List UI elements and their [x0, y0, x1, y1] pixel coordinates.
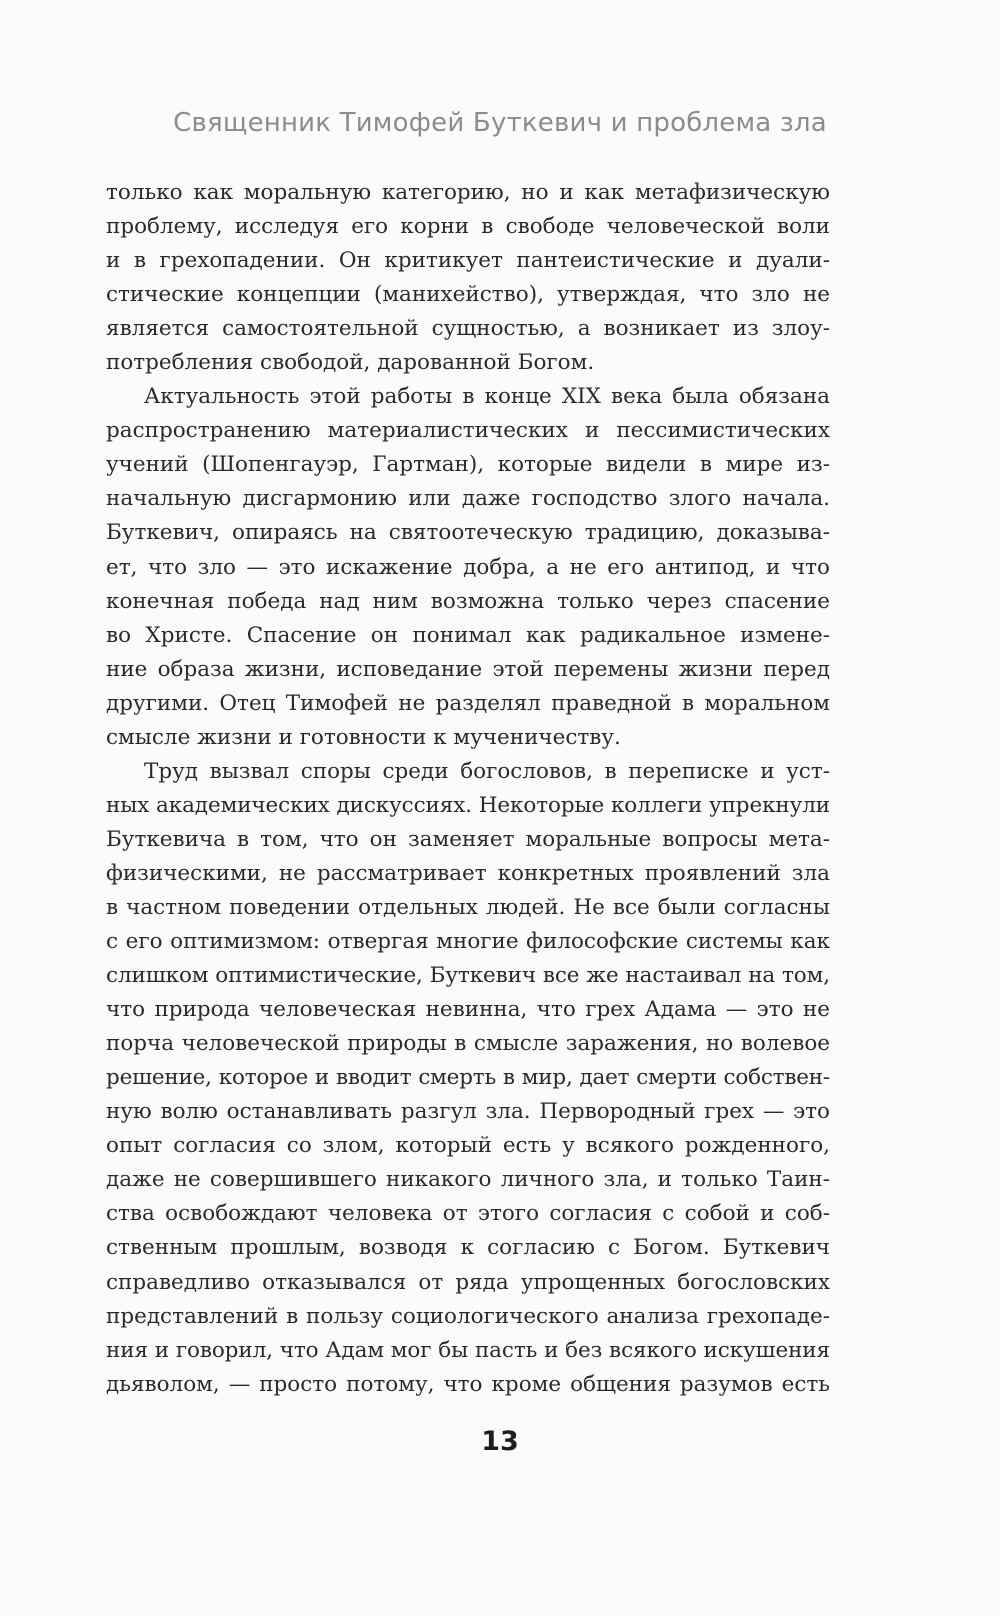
text-line: ную волю останавливать разгул зла. Первородный грех — это [106, 1099, 830, 1125]
body-text [106, 176, 830, 1402]
text-line: в частном поведении отдельных людей. Не все были согласны [106, 894, 830, 920]
text-line: во Христе. Спасение он понимал как радикальное измене- [106, 622, 830, 648]
text-line: Буткевича в том, что он заменяет моральные вопросы мета- [106, 826, 830, 852]
text-line: Актуальность этой работы в конце XIX века была обязана [144, 384, 830, 410]
text-line: ет, что зло — это искажение добра, а не его антипод, и что [106, 554, 830, 580]
text-line: физическими, не рассматривает конкретных проявлений зла [106, 860, 830, 886]
text-line: ние образа жизни, исповедание этой перемены жизни перед [106, 656, 830, 682]
page-number: 13 [481, 1426, 519, 1457]
text-line: с его оптимизмом: отвергая многие философские системы как [106, 929, 830, 955]
text-line: что природа человеческая невинна, что грех Адама — это не [106, 997, 830, 1023]
text-line: дьяволом, — просто потому, что кроме общения разумов есть [106, 1371, 830, 1397]
text-line: слишком оптимистические, Буткевич все же настаивал на том, [106, 963, 830, 989]
text-line: даже не совершившего никакого личного зла, и только Таин- [106, 1167, 830, 1193]
text-line: является самостоятельной сущностью, а возникает из злоу- [106, 316, 830, 342]
text-line: ственным прошлым, возводя к согласию с Богом. Буткевич [106, 1235, 830, 1261]
text-line: распространению материалистических и пессимистических [106, 418, 830, 444]
text-line: другими. Отец Тимофей не разделял праведной в моральном [106, 690, 830, 716]
text-line: опыт согласия со злом, который есть у всякого рожденного, [106, 1133, 830, 1159]
text-line: только как моральную категорию, но и как метафизическую [106, 180, 830, 205]
text-line: ных академических дискуссиях. Некоторые коллеги упрекнули [106, 792, 830, 818]
text-line: учений (Шопенгауэр, Гартман), которые видели в мире из- [106, 452, 830, 478]
text-line: потребления свободой, дарованной Богом. [106, 350, 595, 376]
text-line: справедливо отказывался от ряда упрощенных богословских [106, 1269, 830, 1295]
text-line: смысле жизни и готовности к мученичеству. [106, 724, 621, 750]
text-line: Буткевич, опираясь на святоотеческую традицию, доказыва- [106, 520, 830, 546]
text-line: представлений в пользу социологического анализа грехопаде- [106, 1303, 830, 1329]
text-line: стические концепции (манихейство), утверждая, что зло не [106, 282, 830, 308]
text-line: начальную дисгармонию или даже господство злого начала. [106, 486, 830, 512]
text-line: ния и говорил, что Адам мог бы пасть и без всякого искушения [106, 1337, 830, 1363]
text-line: конечная победа над ним возможна только через спасение [106, 588, 830, 614]
text-line: решение, которое и вводит смерть в мир, дает смерти собствен- [106, 1065, 830, 1091]
text-line: Труд вызвал споры среди богословов, в переписке и уст- [144, 758, 830, 784]
text-line: проблему, исследуя его корни в свободе человеческой воли [106, 214, 830, 240]
text-line: порча человеческой природы в смысле заражения, но волевое [106, 1031, 830, 1057]
text-line: и в грехопадении. Он критикует пантеистические и дуали- [106, 248, 830, 274]
running-head-title: Священник Тимофей Буткевич и проблема зла [173, 108, 827, 138]
text-line: ства освобождают человека от этого согласия с собой и соб- [106, 1201, 830, 1227]
